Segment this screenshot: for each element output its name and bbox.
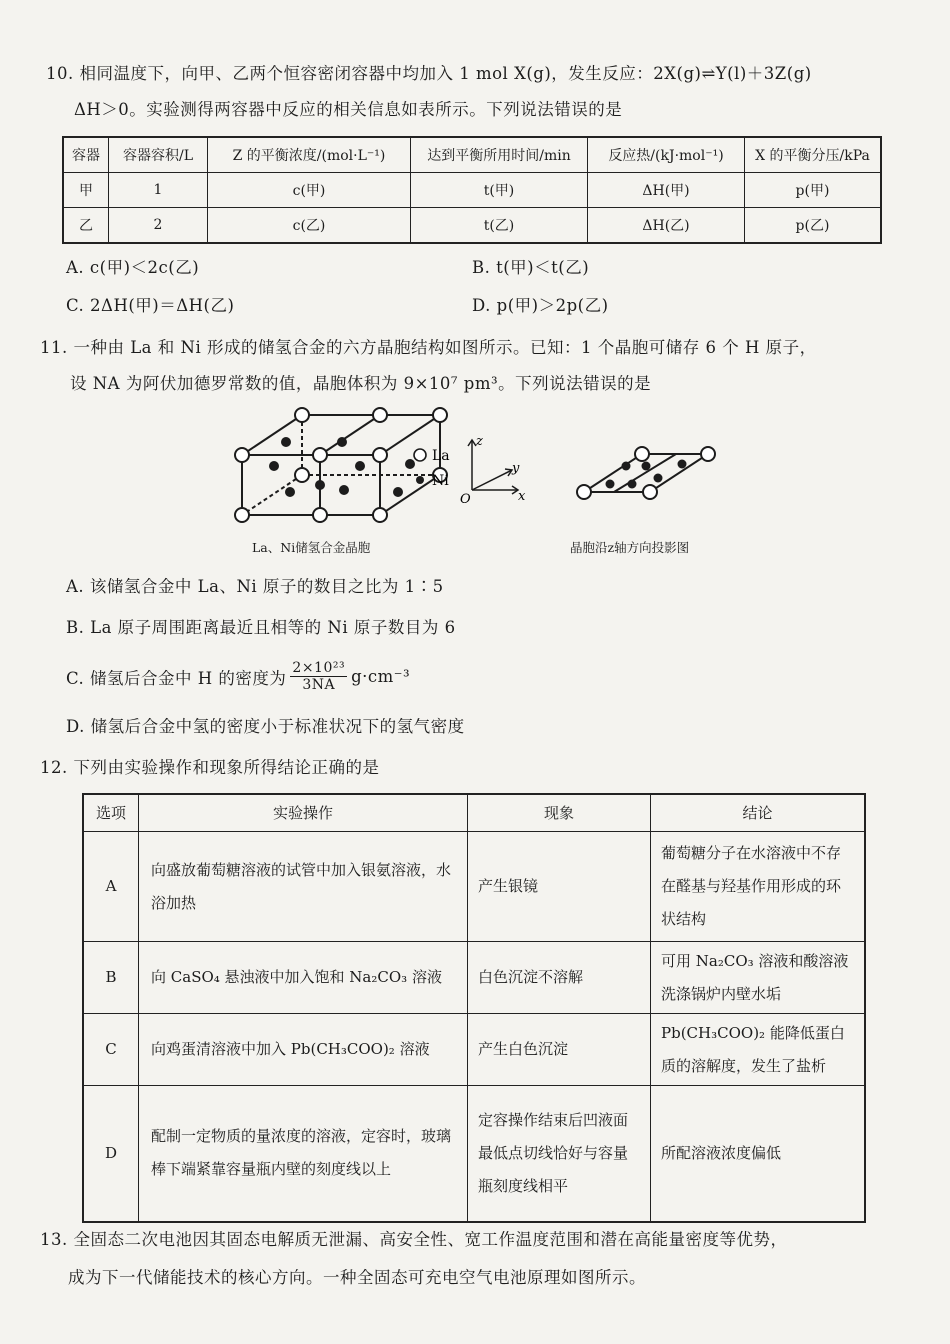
phenomenon-cell: 产生白色沉淀: [468, 1014, 651, 1086]
ni-legend-icon: [416, 476, 424, 484]
option-label: C: [83, 1014, 139, 1086]
option-label: A: [83, 832, 139, 942]
phenomenon-cell: 白色沉淀不溶解: [468, 942, 651, 1014]
table-cell: 甲: [63, 173, 109, 208]
q11-option-b: B. La 原子周围距离最近且相等的 Ni 原子数目为 6: [66, 618, 456, 637]
table-cell: t(乙): [411, 208, 588, 244]
q10-option-a: A. c(甲)＜2c(乙): [66, 258, 200, 277]
table-cell: ΔH(乙): [588, 208, 745, 244]
q10-option-c: C. 2ΔH(甲)＝ΔH(乙): [66, 296, 235, 315]
fraction-numerator: 2×10²³: [292, 660, 346, 676]
fraction-denominator: 3NA: [302, 677, 336, 693]
q10-option-d: D. p(甲)＞2p(乙): [472, 296, 609, 315]
q10-stem-line1: 10. 相同温度下，向甲、乙两个恒容密闭容器中均加入 1 mol X(g)，发生反应：2X(g)⇌Y(l)＋3Z(g): [46, 64, 812, 83]
figure-caption-projection: 晶胞沿z轴方向投影图: [570, 540, 690, 555]
conclusion-cell: 葡萄糖分子在水溶液中不存在醛基与羟基作用形成的环状结构: [651, 832, 866, 942]
q10-stem-line2: ΔH＞0。实验测得两容器中反应的相关信息如表所示。下列说法错误的是: [74, 100, 623, 119]
table-cell: ΔH(甲): [588, 173, 745, 208]
q12-header-conclusion: 结论: [651, 794, 866, 832]
density-fraction: [290, 660, 347, 693]
la-atoms: [235, 408, 447, 522]
q10-header-heat: 反应热/(kJ·mol⁻¹): [588, 137, 745, 173]
q10-header-z-conc: Z 的平衡浓度/(mol·L⁻¹): [208, 137, 411, 173]
q12-stem: 12. 下列由实验操作和现象所得结论正确的是: [40, 758, 380, 777]
la-legend-label: La: [432, 448, 450, 464]
table-cell: 乙: [63, 208, 109, 244]
axis-origin-label: O: [460, 492, 471, 507]
q11-option-d: D. 储氢后合金中氢的密度小于标准状况下的氢气密度: [66, 717, 465, 736]
table-cell: t(甲): [411, 173, 588, 208]
table-row: [63, 208, 881, 244]
table-cell: c(乙): [208, 208, 411, 244]
operation-cell: 向 CaSO₄ 悬浊液中加入饱和 Na₂CO₃ 溶液: [139, 942, 468, 1014]
table-row: [63, 173, 881, 208]
q12-table: [82, 793, 866, 1223]
table-cell: 2: [109, 208, 208, 244]
table-row: [83, 942, 865, 1014]
q10-table: [62, 136, 882, 244]
q11-stem-line2: 设 NA 为阿伏加德罗常数的值，晶胞体积为 9×10⁷ pm³。下列说法错误的是: [70, 374, 652, 393]
table-cell: 1: [109, 173, 208, 208]
la-legend-icon: [414, 449, 426, 461]
phenomenon-cell: 定容操作结束后凹液面最低点切线恰好与容量瓶刻度线相平: [468, 1086, 651, 1222]
axis-x-label: x: [518, 489, 526, 504]
q11-option-c-text: C. 储氢后合金中 H 的密度为: [66, 668, 287, 688]
table-header-row: [83, 794, 865, 832]
option-label: D: [83, 1086, 139, 1222]
table-cell: p(乙): [745, 208, 882, 244]
q12-header-phenomenon: 现象: [468, 794, 651, 832]
q13-stem-line2: 成为下一代储能技术的核心方向。一种全固态可充电空气电池原理如图所示。: [68, 1268, 646, 1287]
axis-y-label: y: [512, 461, 520, 476]
q11-option-a: A. 该储氢合金中 La、Ni 原子的数目之比为 1∶5: [66, 577, 444, 596]
option-label: B: [83, 942, 139, 1014]
conclusion-cell: Pb(CH₃COO)₂ 能降低蛋白质的溶解度，发生了盐析: [651, 1014, 866, 1086]
conclusion-cell: 可用 Na₂CO₃ 溶液和酸溶液洗涤锅炉内壁水垢: [651, 942, 866, 1014]
q11-option-c: [66, 660, 410, 693]
q11-stem-line1: 11. 一种由 La 和 Ni 形成的储氢合金的六方晶胞结构如图所示。已知：1 个晶胞可储存 6 个 H 原子，: [40, 338, 817, 357]
q13-stem-line1: 13. 全固态二次电池因其固态电解质无泄漏、高安全性、宽工作温度范围和潜在高能量密度等优势，: [40, 1230, 788, 1249]
q12-header-option: 选项: [83, 794, 139, 832]
operation-cell: 向鸡蛋清溶液中加入 Pb(CH₃COO)₂ 溶液: [139, 1014, 468, 1086]
q10-header-container: 容器: [63, 137, 109, 173]
conclusion-cell: 所配溶液浓度偏低: [651, 1086, 866, 1222]
q10-option-b: B. t(甲)＜t(乙): [472, 258, 590, 277]
table-row: [83, 1014, 865, 1086]
operation-cell: 配制一定物质的量浓度的溶液，定容时，玻璃棒下端紧靠容量瓶内壁的刻度线以上: [139, 1086, 468, 1222]
projection-drawing: [577, 447, 715, 499]
q10-header-pressure: X 的平衡分压/kPa: [745, 137, 882, 173]
q12-header-operation: 实验操作: [139, 794, 468, 832]
table-cell: p(甲): [745, 173, 882, 208]
phenomenon-cell: 产生银镜: [468, 832, 651, 942]
table-row: [83, 832, 865, 942]
figure-caption-cell: La、Ni储氢合金晶胞: [252, 540, 371, 555]
q10-header-time: 达到平衡所用时间/min: [411, 137, 588, 173]
table-row: [83, 1086, 865, 1222]
operation-cell: 向盛放葡萄糖溶液的试管中加入银氨溶液，水浴加热: [139, 832, 468, 942]
crystal-figure: [222, 400, 732, 530]
q10-header-volume: 容器容积/L: [109, 137, 208, 173]
ni-legend-label: Ni: [432, 473, 449, 489]
axis-z-label: z: [476, 434, 483, 449]
table-header-row: [63, 137, 881, 173]
table-cell: c(甲): [208, 173, 411, 208]
density-unit: g·cm⁻³: [351, 667, 411, 686]
